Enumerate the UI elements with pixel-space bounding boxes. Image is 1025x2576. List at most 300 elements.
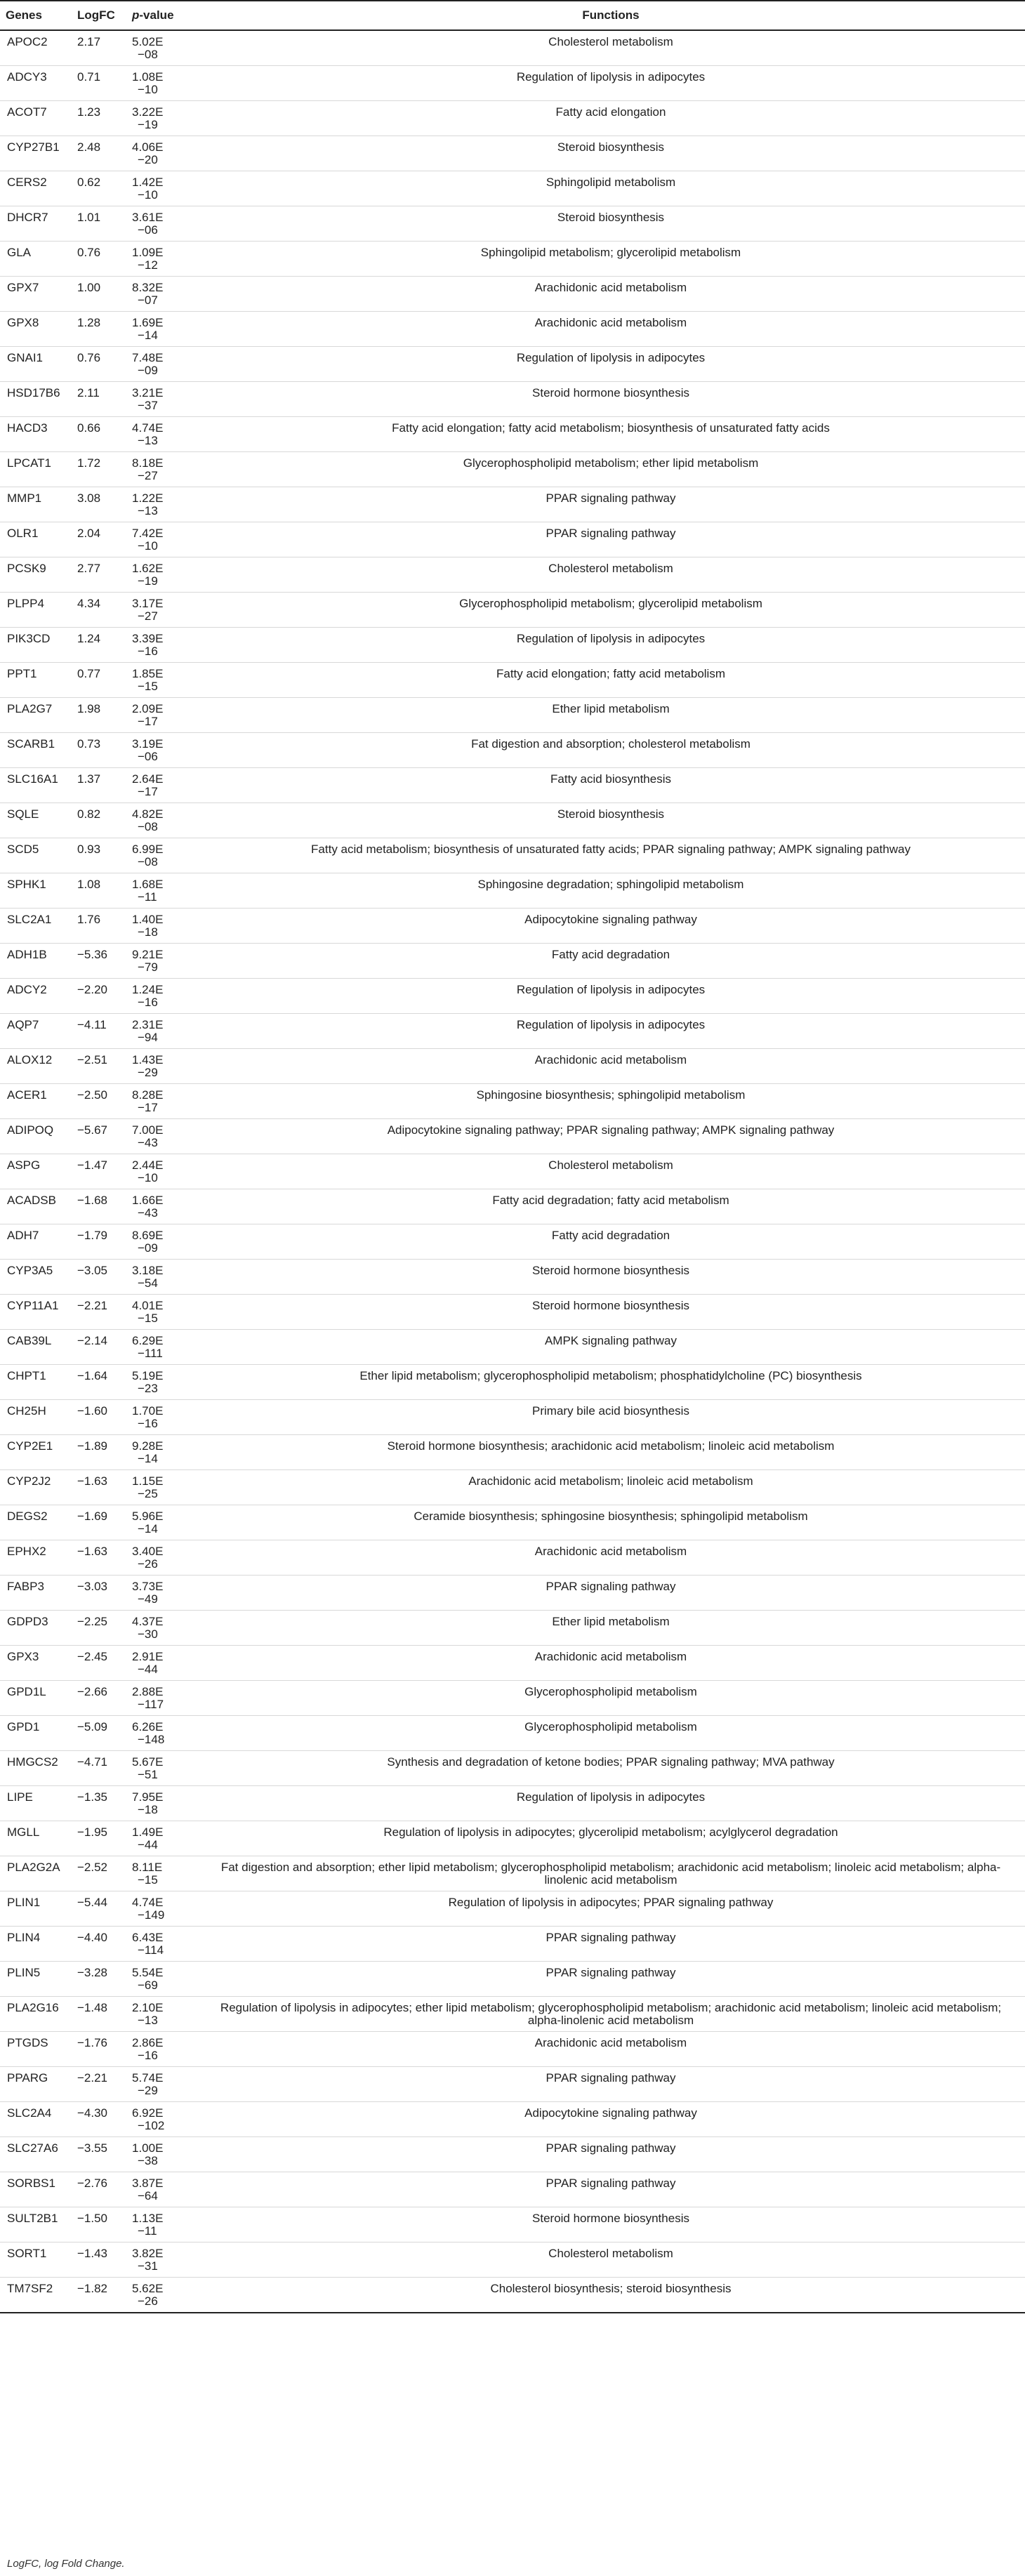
p-value-cell xyxy=(126,1505,197,1540)
p-value-cell xyxy=(126,1646,197,1681)
p-value-mantissa: 9.21E xyxy=(132,948,164,961)
p-value-exponent: −148 xyxy=(138,1733,165,1746)
p-value-mantissa: 1.49E xyxy=(132,1825,164,1839)
gene-cell: ADH1B xyxy=(0,944,72,979)
p-value-mantissa: 1.66E xyxy=(132,1194,164,1207)
function-cell: Cholesterol metabolism xyxy=(197,30,1025,66)
p-value-mantissa: 1.40E xyxy=(132,913,164,926)
p-value-cell xyxy=(126,1540,197,1576)
table-row xyxy=(0,838,1025,873)
logfc-cell: 4.34 xyxy=(72,593,126,628)
function-cell: Ether lipid metabolism xyxy=(197,698,1025,733)
logfc-cell: −2.45 xyxy=(72,1646,126,1681)
logfc-cell: −1.95 xyxy=(72,1821,126,1856)
p-value-exponent: −29 xyxy=(138,2084,158,2097)
p-value-mantissa: 1.13E xyxy=(132,2212,164,2225)
function-cell: Cholesterol metabolism xyxy=(197,557,1025,593)
logfc-cell: 1.28 xyxy=(72,312,126,347)
p-value-exponent: −44 xyxy=(138,1838,158,1851)
gene-cell: SULT2B1 xyxy=(0,2207,72,2243)
p-value-exponent: −11 xyxy=(138,890,157,904)
gene-cell: PLIN1 xyxy=(0,1891,72,1927)
gene-cell: ADCY3 xyxy=(0,66,72,101)
p-value-cell xyxy=(126,2102,197,2137)
function-cell: Fatty acid degradation xyxy=(197,1224,1025,1260)
logfc-cell: 0.66 xyxy=(72,417,126,452)
gene-cell: AQP7 xyxy=(0,1014,72,1049)
header-genes: Genes xyxy=(0,1,72,30)
p-value-mantissa: 9.28E xyxy=(132,1439,164,1453)
gene-cell: LIPE xyxy=(0,1786,72,1821)
p-value-exponent: −79 xyxy=(138,960,158,974)
table-row xyxy=(0,1646,1025,1681)
p-value-exponent: −64 xyxy=(138,2189,158,2202)
function-cell: Steroid hormone biosynthesis xyxy=(197,1260,1025,1295)
table-row xyxy=(0,2067,1025,2102)
logfc-cell: 2.48 xyxy=(72,136,126,171)
p-value-cell xyxy=(126,1962,197,1997)
logfc-cell: −1.64 xyxy=(72,1365,126,1400)
p-value-exponent: −14 xyxy=(138,1522,158,1535)
p-value-cell xyxy=(126,2243,197,2278)
gene-cell: SLC16A1 xyxy=(0,768,72,803)
p-value-exponent: −31 xyxy=(138,2259,158,2273)
table-row xyxy=(0,347,1025,382)
p-value-mantissa: 7.95E xyxy=(132,1790,164,1804)
function-cell: Regulation of lipolysis in adipocytes xyxy=(197,628,1025,663)
table-row xyxy=(0,30,1025,66)
p-value-mantissa: 3.22E xyxy=(132,105,164,119)
logfc-cell: −2.20 xyxy=(72,979,126,1014)
gene-cell: OLR1 xyxy=(0,522,72,557)
gene-cell: HMGCS2 xyxy=(0,1751,72,1786)
gene-cell: ACER1 xyxy=(0,1084,72,1119)
p-value-exponent: −44 xyxy=(138,1663,158,1676)
table-row xyxy=(0,487,1025,522)
table-row xyxy=(0,171,1025,206)
p-value-cell xyxy=(126,2067,197,2102)
table-row xyxy=(0,1400,1025,1435)
logfc-cell: −2.50 xyxy=(72,1084,126,1119)
function-cell: PPAR signaling pathway xyxy=(197,1962,1025,1997)
table-row xyxy=(0,2137,1025,2172)
p-value-cell xyxy=(126,557,197,593)
function-cell: Ether lipid metabolism; glycerophospholipid metabolism; phosphatidylcholine (PC) biosynthesis xyxy=(197,1365,1025,1400)
logfc-cell: −3.05 xyxy=(72,1260,126,1295)
p-value-exponent: −43 xyxy=(138,1136,158,1149)
p-value-cell xyxy=(126,698,197,733)
function-cell: Ether lipid metabolism xyxy=(197,1611,1025,1646)
function-cell: Cholesterol metabolism xyxy=(197,1154,1025,1189)
table-row xyxy=(0,2243,1025,2278)
function-cell: PPAR signaling pathway xyxy=(197,2067,1025,2102)
gene-cell: APOC2 xyxy=(0,30,72,66)
function-cell: Arachidonic acid metabolism xyxy=(197,1646,1025,1681)
p-value-cell xyxy=(126,733,197,768)
p-value-exponent: −49 xyxy=(138,1592,158,1606)
p-value-exponent: −69 xyxy=(138,1979,158,1992)
table-row xyxy=(0,1716,1025,1751)
logfc-cell: −4.11 xyxy=(72,1014,126,1049)
p-value-exponent: −149 xyxy=(138,1908,165,1922)
logfc-cell: 0.76 xyxy=(72,347,126,382)
p-value-cell xyxy=(126,1330,197,1365)
table-body xyxy=(0,30,1025,2313)
table-row xyxy=(0,1084,1025,1119)
logfc-cell: −3.28 xyxy=(72,1962,126,1997)
p-value-mantissa: 3.17E xyxy=(132,597,164,610)
p-value-exponent: −14 xyxy=(138,329,158,342)
logfc-cell: 1.98 xyxy=(72,698,126,733)
p-value-mantissa: 2.88E xyxy=(132,1685,164,1698)
gene-cell: SQLE xyxy=(0,803,72,838)
p-value-cell xyxy=(126,1716,197,1751)
p-value-mantissa: 1.22E xyxy=(132,491,164,505)
function-cell: Steroid hormone biosynthesis xyxy=(197,382,1025,417)
header-p-value xyxy=(126,1,197,30)
p-value-cell xyxy=(126,1786,197,1821)
gene-cell: TM7SF2 xyxy=(0,2278,72,2313)
table-row xyxy=(0,1365,1025,1400)
logfc-cell: −1.35 xyxy=(72,1786,126,1821)
p-value-mantissa: 7.00E xyxy=(132,1123,164,1137)
function-cell: Primary bile acid biosynthesis xyxy=(197,1400,1025,1435)
table-row xyxy=(0,312,1025,347)
table-row xyxy=(0,1260,1025,1295)
function-cell: Sphingosine degradation; sphingolipid metabolism xyxy=(197,873,1025,909)
gene-cell: GPX8 xyxy=(0,312,72,347)
p-value-exponent: −26 xyxy=(138,1557,158,1571)
gene-cell: PLIN5 xyxy=(0,1962,72,1997)
gene-cell: SCARB1 xyxy=(0,733,72,768)
table-row xyxy=(0,1891,1025,1927)
table-row xyxy=(0,909,1025,944)
p-value-cell xyxy=(126,909,197,944)
p-value-mantissa: 2.31E xyxy=(132,1018,164,1031)
function-cell: Arachidonic acid metabolism xyxy=(197,312,1025,347)
p-value-exponent: −114 xyxy=(138,1943,164,1957)
p-value-mantissa: 8.28E xyxy=(132,1088,164,1102)
p-value-mantissa: 3.21E xyxy=(132,386,164,399)
p-value-cell xyxy=(126,944,197,979)
p-value-cell xyxy=(126,1856,197,1891)
gene-cell: CYP2E1 xyxy=(0,1435,72,1470)
p-value-exponent: −08 xyxy=(138,48,158,61)
logfc-cell: −2.76 xyxy=(72,2172,126,2207)
function-cell: Adipocytokine signaling pathway xyxy=(197,909,1025,944)
function-cell: Fat digestion and absorption; ether lipid metabolism; glycerophospholipid metabolism; arachidonic acid metabolism; linoleic acid metabolism; alpha-linolenic acid metabolism xyxy=(197,1856,1025,1891)
p-value-exponent: −117 xyxy=(138,1698,164,1711)
function-cell: Adipocytokine signaling pathway xyxy=(197,2102,1025,2137)
function-cell: PPAR signaling pathway xyxy=(197,1927,1025,1962)
logfc-cell: 1.01 xyxy=(72,206,126,242)
function-cell: Regulation of lipolysis in adipocytes xyxy=(197,347,1025,382)
table-row xyxy=(0,1611,1025,1646)
function-cell: Arachidonic acid metabolism xyxy=(197,1540,1025,1576)
table-row xyxy=(0,979,1025,1014)
function-cell: AMPK signaling pathway xyxy=(197,1330,1025,1365)
p-value-exponent: −08 xyxy=(138,855,158,868)
table-row xyxy=(0,1997,1025,2032)
p-value-mantissa: 3.61E xyxy=(132,211,164,224)
function-cell: Arachidonic acid metabolism xyxy=(197,1049,1025,1084)
p-value-cell xyxy=(126,487,197,522)
p-value-exponent: −16 xyxy=(138,996,158,1009)
p-value-mantissa: 3.73E xyxy=(132,1580,164,1593)
gene-cell: CYP27B1 xyxy=(0,136,72,171)
table-row xyxy=(0,522,1025,557)
gene-cell: CYP2J2 xyxy=(0,1470,72,1505)
p-value-mantissa: 5.19E xyxy=(132,1369,164,1382)
table-row xyxy=(0,1295,1025,1330)
p-value-mantissa: 3.82E xyxy=(132,2247,164,2260)
p-value-exponent: −13 xyxy=(138,434,158,447)
p-value-mantissa: 1.09E xyxy=(132,246,164,259)
gene-cell: LPCAT1 xyxy=(0,452,72,487)
function-cell: Glycerophospholipid metabolism; glycerolipid metabolism xyxy=(197,593,1025,628)
logfc-cell: −2.14 xyxy=(72,1330,126,1365)
header-logfc: LogFC xyxy=(72,1,126,30)
gene-cell: PPARG xyxy=(0,2067,72,2102)
p-value-exponent: −10 xyxy=(138,188,158,202)
p-value-exponent: −54 xyxy=(138,1276,158,1290)
table-row xyxy=(0,1751,1025,1786)
gene-cell: PLPP4 xyxy=(0,593,72,628)
gene-cell: PLA2G2A xyxy=(0,1856,72,1891)
gene-cell: GPD1 xyxy=(0,1716,72,1751)
p-value-cell xyxy=(126,30,197,66)
table-row xyxy=(0,382,1025,417)
logfc-cell: 0.93 xyxy=(72,838,126,873)
gene-cell: DEGS2 xyxy=(0,1505,72,1540)
p-value-mantissa: 8.18E xyxy=(132,456,164,470)
p-value-mantissa: 1.43E xyxy=(132,1053,164,1066)
p-value-mantissa: 4.06E xyxy=(132,140,164,154)
table-row xyxy=(0,1189,1025,1224)
function-cell: Regulation of lipolysis in adipocytes xyxy=(197,66,1025,101)
logfc-cell: −1.68 xyxy=(72,1189,126,1224)
logfc-cell: −1.48 xyxy=(72,1997,126,2032)
p-value-mantissa: 6.26E xyxy=(132,1720,164,1733)
logfc-cell: 1.24 xyxy=(72,628,126,663)
gene-cell: PLIN4 xyxy=(0,1927,72,1962)
p-value-cell xyxy=(126,873,197,909)
logfc-cell: −2.21 xyxy=(72,1295,126,1330)
p-value-mantissa: 2.10E xyxy=(132,2001,164,2014)
gene-cell: PIK3CD xyxy=(0,628,72,663)
function-cell: Fatty acid biosynthesis xyxy=(197,768,1025,803)
gene-cell: PLA2G16 xyxy=(0,1997,72,2032)
table-row xyxy=(0,277,1025,312)
p-value-mantissa: 2.86E xyxy=(132,2036,164,2049)
function-cell: Steroid biosynthesis xyxy=(197,136,1025,171)
p-value-cell xyxy=(126,1997,197,2032)
table-row xyxy=(0,1470,1025,1505)
logfc-cell: −1.89 xyxy=(72,1435,126,1470)
logfc-cell: 1.23 xyxy=(72,101,126,136)
logfc-cell: −2.25 xyxy=(72,1611,126,1646)
p-value-mantissa: 4.74E xyxy=(132,421,164,435)
p-value-cell xyxy=(126,593,197,628)
p-value-mantissa: 5.62E xyxy=(132,2282,164,2295)
function-cell: Regulation of lipolysis in adipocytes; glycerolipid metabolism; acylglycerol degradation xyxy=(197,1821,1025,1856)
logfc-cell: 3.08 xyxy=(72,487,126,522)
p-value-mantissa: 5.67E xyxy=(132,1755,164,1769)
logfc-cell: −1.63 xyxy=(72,1470,126,1505)
p-value-mantissa: 1.00E xyxy=(132,2141,164,2155)
p-value-cell xyxy=(126,522,197,557)
logfc-cell: −1.76 xyxy=(72,2032,126,2067)
logfc-cell: −2.66 xyxy=(72,1681,126,1716)
logfc-cell: 2.77 xyxy=(72,557,126,593)
p-value-cell xyxy=(126,1611,197,1646)
p-value-mantissa: 6.29E xyxy=(132,1334,164,1347)
function-cell: Cholesterol metabolism xyxy=(197,2243,1025,2278)
p-value-cell xyxy=(126,1470,197,1505)
p-value-cell xyxy=(126,66,197,101)
function-cell: Fatty acid elongation xyxy=(197,101,1025,136)
gene-cell: ACOT7 xyxy=(0,101,72,136)
p-value-exponent: −51 xyxy=(138,1768,158,1781)
p-value-mantissa: 5.74E xyxy=(132,2071,164,2085)
gene-cell: HACD3 xyxy=(0,417,72,452)
p-value-mantissa: 3.39E xyxy=(132,632,164,645)
function-cell: Regulation of lipolysis in adipocytes xyxy=(197,1786,1025,1821)
table-row xyxy=(0,1505,1025,1540)
p-value-mantissa: 1.69E xyxy=(132,316,164,329)
logfc-cell: 0.77 xyxy=(72,663,126,698)
p-value-exponent: −13 xyxy=(138,504,158,517)
gene-cell: SLC2A4 xyxy=(0,2102,72,2137)
logfc-cell: −1.47 xyxy=(72,1154,126,1189)
logfc-cell: 1.37 xyxy=(72,768,126,803)
p-value-mantissa: 2.44E xyxy=(132,1158,164,1172)
gene-cell: PCSK9 xyxy=(0,557,72,593)
function-cell: Regulation of lipolysis in adipocytes xyxy=(197,1014,1025,1049)
p-value-exponent: −11 xyxy=(138,2224,157,2238)
p-value-cell xyxy=(126,838,197,873)
function-cell: Steroid biosynthesis xyxy=(197,206,1025,242)
p-value-cell xyxy=(126,101,197,136)
p-value-cell xyxy=(126,1435,197,1470)
logfc-cell: −1.63 xyxy=(72,1540,126,1576)
table-row xyxy=(0,1049,1025,1084)
p-value-mantissa: 2.09E xyxy=(132,702,164,715)
p-value-cell xyxy=(126,417,197,452)
function-cell: Sphingolipid metabolism xyxy=(197,171,1025,206)
p-value-exponent: −26 xyxy=(138,2294,158,2308)
p-value-cell xyxy=(126,1891,197,1927)
gene-cell: GNAI1 xyxy=(0,347,72,382)
logfc-cell: −5.67 xyxy=(72,1119,126,1154)
p-value-cell xyxy=(126,2207,197,2243)
logfc-cell: −2.51 xyxy=(72,1049,126,1084)
p-value-cell xyxy=(126,1154,197,1189)
p-value-exponent: −15 xyxy=(138,1873,158,1887)
p-value-mantissa: 6.99E xyxy=(132,843,164,856)
gene-cell: CAB39L xyxy=(0,1330,72,1365)
function-cell: Cholesterol biosynthesis; steroid biosynthesis xyxy=(197,2278,1025,2313)
table-header xyxy=(0,1,1025,30)
p-value-cell xyxy=(126,1576,197,1611)
table-row xyxy=(0,1927,1025,1962)
p-value-cell xyxy=(126,1119,197,1154)
p-value-cell xyxy=(126,206,197,242)
p-value-cell xyxy=(126,1189,197,1224)
table-row xyxy=(0,1962,1025,1997)
function-cell: PPAR signaling pathway xyxy=(197,2172,1025,2207)
p-value-exponent: −102 xyxy=(138,2119,165,2132)
logfc-cell: 2.11 xyxy=(72,382,126,417)
function-cell: Arachidonic acid metabolism xyxy=(197,2032,1025,2067)
header-row xyxy=(0,1,1025,30)
gene-cell: PTGDS xyxy=(0,2032,72,2067)
function-cell: Ceramide biosynthesis; sphingosine biosynthesis; sphingolipid metabolism xyxy=(197,1505,1025,1540)
table-row xyxy=(0,2032,1025,2067)
table-row xyxy=(0,1576,1025,1611)
logfc-cell: −1.82 xyxy=(72,2278,126,2313)
p-value-cell xyxy=(126,2137,197,2172)
p-value-mantissa: 4.82E xyxy=(132,807,164,821)
gene-cell: PLA2G7 xyxy=(0,698,72,733)
p-value-cell xyxy=(126,1400,197,1435)
gene-cell: GPX3 xyxy=(0,1646,72,1681)
logfc-cell: 2.17 xyxy=(72,30,126,66)
p-value-cell xyxy=(126,312,197,347)
p-value-exponent: −30 xyxy=(138,1627,158,1641)
p-value-cell xyxy=(126,1681,197,1716)
header-p-letter: p xyxy=(132,8,140,22)
p-value-exponent: −15 xyxy=(138,680,158,693)
p-value-mantissa: 6.92E xyxy=(132,2106,164,2120)
table-row xyxy=(0,944,1025,979)
p-value-exponent: −29 xyxy=(138,1066,158,1079)
p-value-cell xyxy=(126,242,197,277)
logfc-cell: 0.76 xyxy=(72,242,126,277)
p-value-mantissa: 7.48E xyxy=(132,351,164,364)
p-value-cell xyxy=(126,628,197,663)
function-cell: PPAR signaling pathway xyxy=(197,1576,1025,1611)
p-value-mantissa: 1.24E xyxy=(132,983,164,996)
gene-cell: CYP11A1 xyxy=(0,1295,72,1330)
table-row xyxy=(0,1119,1025,1154)
table-row xyxy=(0,2278,1025,2313)
table-row xyxy=(0,1821,1025,1856)
table-row xyxy=(0,206,1025,242)
logfc-cell: −1.50 xyxy=(72,2207,126,2243)
logfc-cell: −3.03 xyxy=(72,1576,126,1611)
logfc-cell: −1.43 xyxy=(72,2243,126,2278)
p-value-exponent: −18 xyxy=(138,1803,158,1816)
p-value-cell xyxy=(126,2278,197,2313)
p-value-mantissa: 2.91E xyxy=(132,1650,164,1663)
p-value-mantissa: 5.54E xyxy=(132,1966,164,1979)
function-cell: Fatty acid elongation; fatty acid metabolism xyxy=(197,663,1025,698)
function-cell: Fat digestion and absorption; cholesterol metabolism xyxy=(197,733,1025,768)
p-value-exponent: −19 xyxy=(138,118,158,131)
gene-cell: PPT1 xyxy=(0,663,72,698)
p-value-mantissa: 3.40E xyxy=(132,1545,164,1558)
logfc-cell: −4.71 xyxy=(72,1751,126,1786)
p-value-exponent: −13 xyxy=(138,2014,158,2027)
table-row xyxy=(0,1540,1025,1576)
p-value-exponent: −37 xyxy=(138,399,158,412)
p-value-exponent: −23 xyxy=(138,1382,158,1395)
p-value-cell xyxy=(126,1295,197,1330)
logfc-cell: 0.82 xyxy=(72,803,126,838)
p-value-mantissa: 1.42E xyxy=(132,176,164,189)
logfc-cell: 1.08 xyxy=(72,873,126,909)
